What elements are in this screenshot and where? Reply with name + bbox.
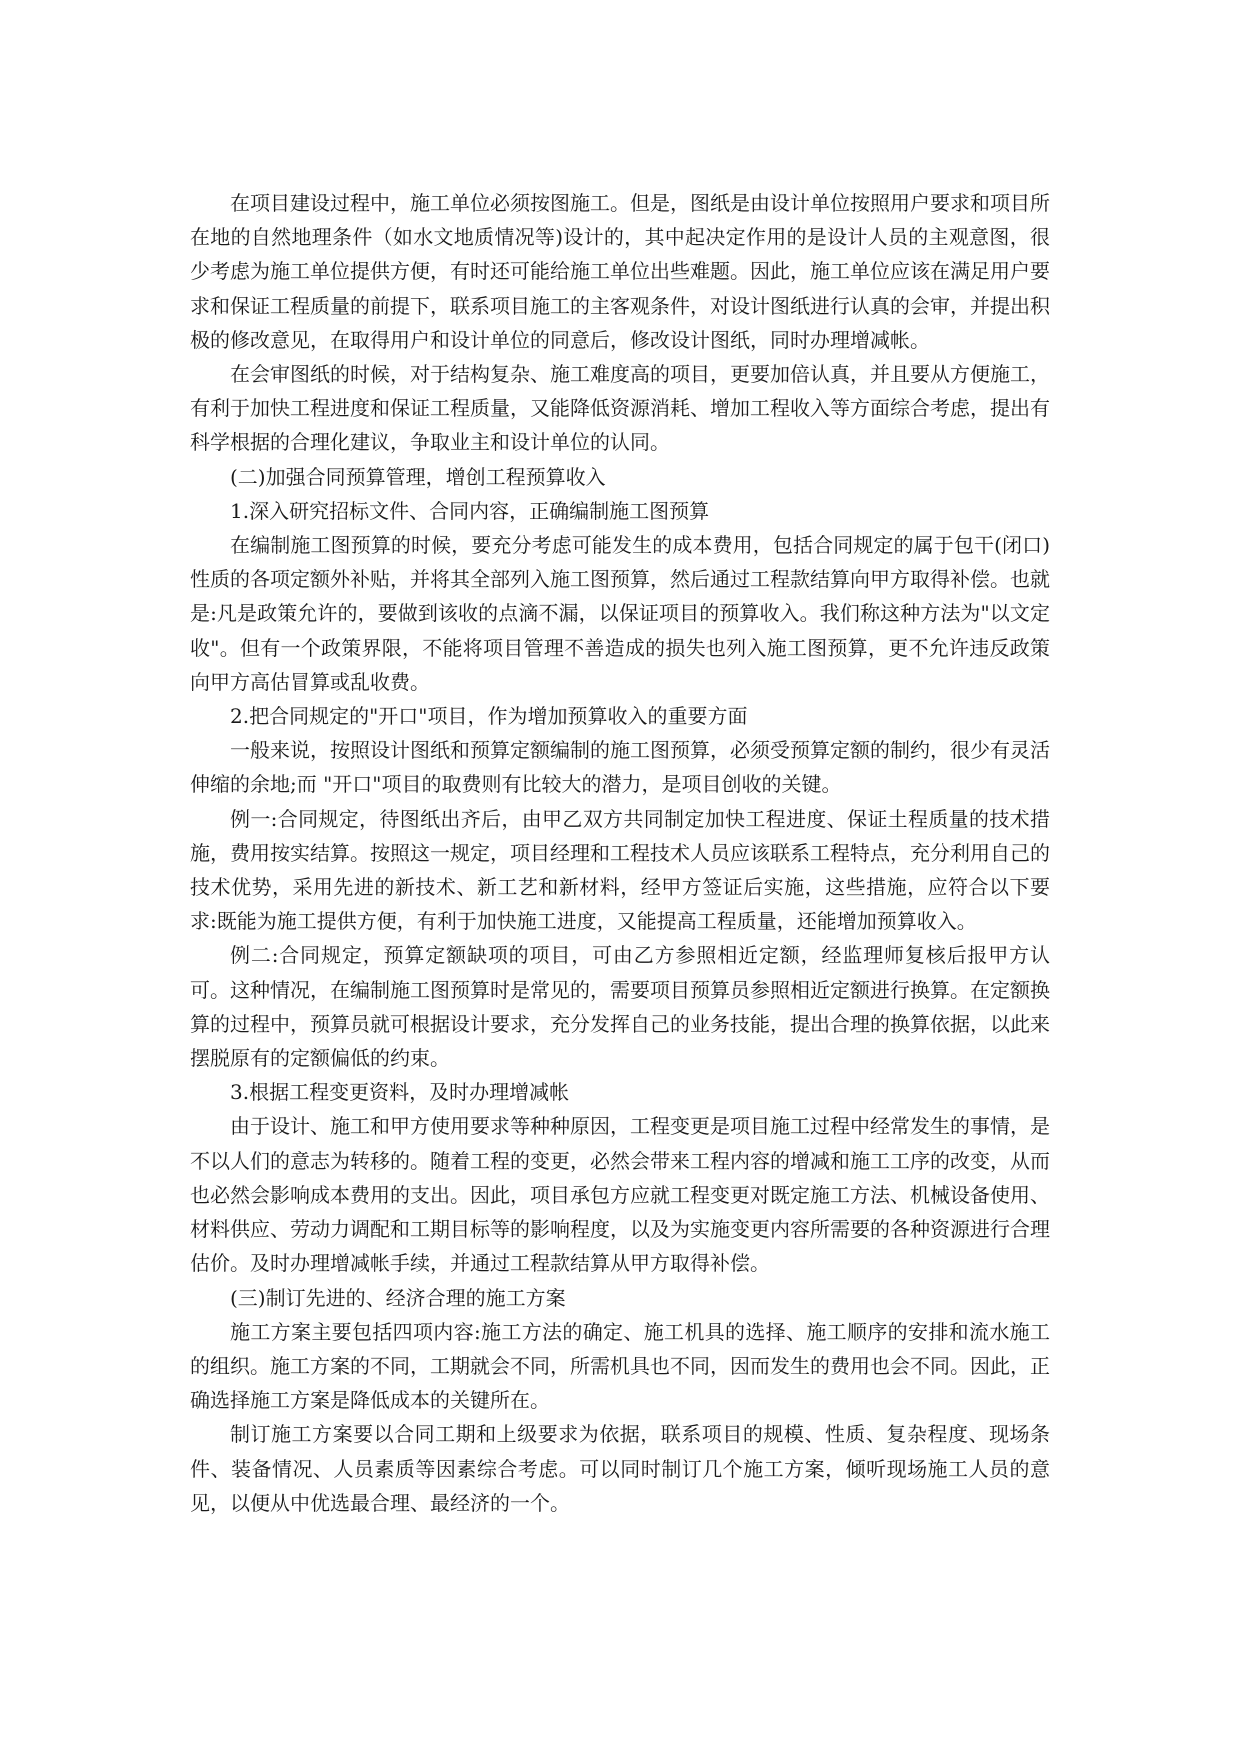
paragraph-plan-selection: 制订施工方案要以合同工期和上级要求为依据，联系项目的规模、性质、复杂程度、现场条件、装备情况、人员素质等因素综合考虑。可以同时制订几个施工方案，倾听现场施工人员的意见，以便从中优选最合理、最经济的一个。 xyxy=(190,1422,1050,1515)
subheading-3: 3.根据工程变更资料，及时办理增减帐 xyxy=(230,1080,570,1105)
paragraph-budget-preparation: 在编制施工图预算的时候，要充分考虑可能发生的成本费用，包括合同规定的属于包干(闭口)性质的各项定额外补贴，并将其全部列入施工图预算，然后通过工程款结算向甲方取得补偿。也就是:凡是政策允许的，要做到该收的点滴不漏，以保证项目的预算收入。我们称这种方法为"以文定收"。但有一个政策界限，不能将项目管理不善造成的损失也列入施工图预算，更不允许违反政策向甲方高估冒算或乱收费。 xyxy=(190,533,1050,694)
section-heading-3: (三)制订先进的、经济合理的施工方案 xyxy=(230,1285,566,1310)
paragraph-open-items: 一般来说，按照设计图纸和预算定额编制的施工图预算，必须受预算定额的制约，很少有灵活伸缩的余地;而 "开口"项目的取费则有比较大的潜力，是项目创收的关键。 xyxy=(190,738,1050,797)
subheading-1: 1.深入研究招标文件、合同内容，正确编制施工图预算 xyxy=(230,498,710,523)
paragraph-example-one: 例一:合同规定，待图纸出齐后，由甲乙双方共同制定加快工程进度、保证土程质量的技术措施，费用按实结算。按照这一规定，项目经理和工程技术人员应该联系工程特点，充分利用自己的技术优势，采用先进的新技术、新工艺和新材料，经甲方签证后实施，这些措施，应符合以下要求:既能为施工提供方便，有利于加快施工进度，又能提高工程质量，还能增加预算收入。 xyxy=(190,806,1050,934)
document-body xyxy=(190,186,1050,1520)
subheading-2: 2.把合同规定的"开口"项目，作为增加预算收入的重要方面 xyxy=(230,704,748,729)
paragraph-engineering-change: 由于设计、施工和甲方使用要求等种种原因，工程变更是项目施工过程中经常发生的事情，是不以人们的意志为转移的。随着工程的变更，必然会带来工程内容的增减和施工工序的改变，从而也必然会影响成本费用的支出。因此，项目承包方应就工程变更对既定施工方法、机械设备使用、材料供应、劳动力调配和工期目标等的影响程度，以及为实施变更内容所需要的各种资源进行合理估价。及时办理增减帐手续，并通过工程款结算从甲方取得补偿。 xyxy=(190,1114,1050,1276)
paragraph-example-two: 例二:合同规定，预算定额缺项的项目，可由乙方参照相近定额，经监理师复核后报甲方认可。这种情况，在编制施工图预算时是常见的，需要项目预算员参照相近定额进行换算。在定额换算的过程中，预算员就可根据设计要求，充分发挥自己的业务技能，提出合理的换算依据，以此来摆脱原有的定额偏低的约束。 xyxy=(190,943,1050,1071)
section-heading-2: (二)加强合同预算管理，增创工程预算收入 xyxy=(230,464,606,489)
paragraph-drawing-review-intro: 在项目建设过程中，施工单位必须按图施工。但是，图纸是由设计单位按照用户要求和项目所在地的自然地理条件（如水文地质情况等)设计的，其中起决定作用的是设计人员的主观意图，很少考虑为施工单位提供方便，有时还可能给施工单位出些难题。因此，施工单位应该在满足用户要求和保证工程质量的前提下，联系项目施工的主客观条件，对设计图纸进行认真的会审，并提出积极的修改意见，在取得用户和设计单位的同意后，修改设计图纸，同时办理增减帐。 xyxy=(190,191,1050,352)
paragraph-construction-plan: 施工方案主要包括四项内容:施工方法的确定、施工机具的选择、施工顺序的安排和流水施工的组织。施工方案的不同，工期就会不同，所需机具也不同，因而发生的费用也会不同。因此，正确选择施工方案是降低成本的关键所在。 xyxy=(190,1319,1050,1413)
paragraph-drawing-review-complex: 在会审图纸的时候，对于结构复杂、施工难度高的项目，更要加倍认真，并且要从方便施工，有利于加快工程进度和保证工程质量，又能降低资源消耗、增加工程收入等方面综合考虑，提出有科学根据的合理化建议，争取业主和设计单位的认同。 xyxy=(190,362,1050,455)
